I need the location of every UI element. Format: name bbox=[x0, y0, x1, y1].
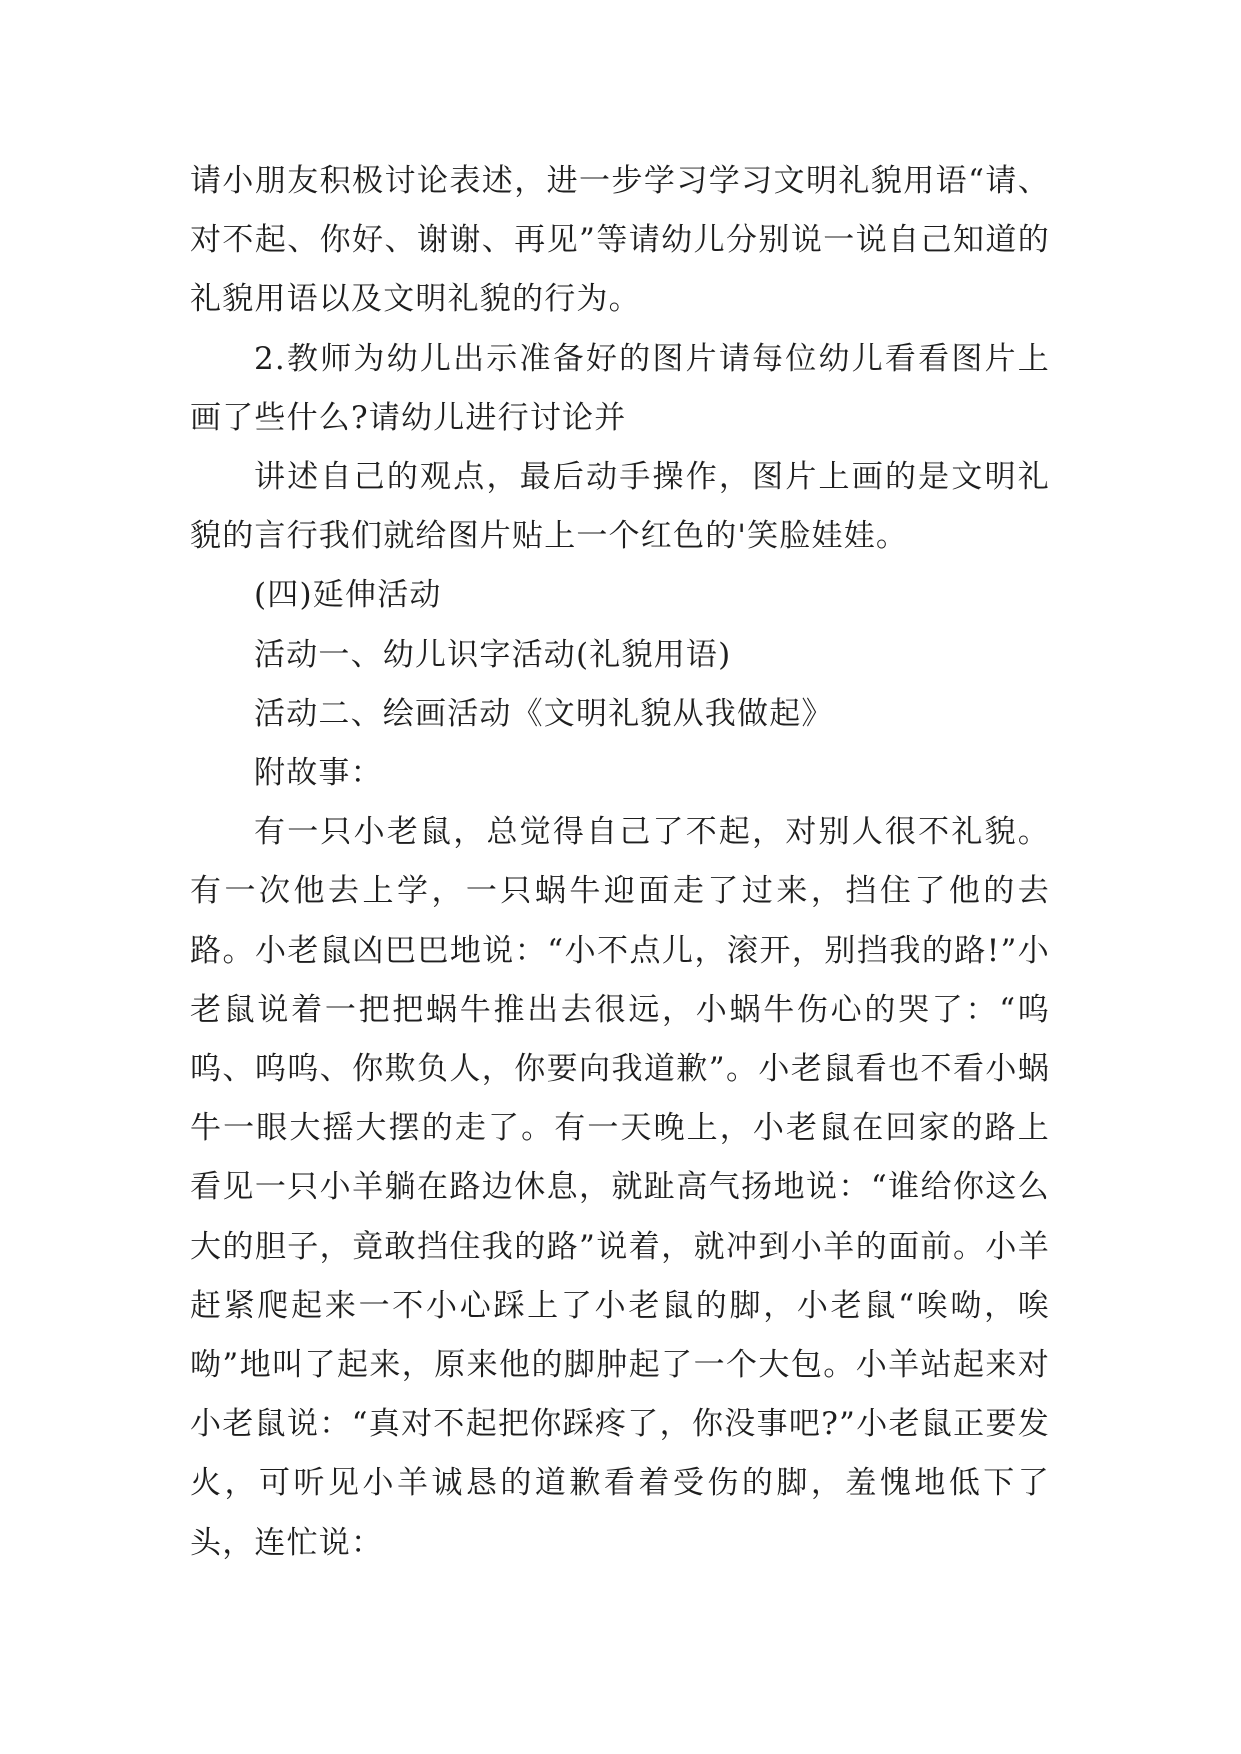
heading-appended-story: 附故事： bbox=[254, 755, 383, 792]
paragraph-picture-activity: 2.教师为幼儿出示准备好的图片请每位幼儿看看图片上画了些什么?请幼儿进行讨论并 bbox=[190, 340, 1050, 436]
document-body bbox=[190, 152, 1050, 1573]
paragraph-story: 有一只小老鼠，总觉得自己了不起，对别人很不礼貌。有一次他去上学，一只蜗牛迎面走了过来，挡住了他的去路。小老鼠凶巴巴地说：“小不点儿，滚开，别挡我的路!”小老鼠说着一把把蜗牛推出去很远，小蜗牛伤心的哭了：“呜呜、呜呜、你欺负人，你要向我道歉”。小老鼠看也不看小蜗牛一眼大摇大摆的走了。有一天晚上，小老鼠在回家的路上看见一只小羊躺在路边休息，就趾高气扬地说：“谁给你这么大的胆子，竟敢挡住我的路”说着，就冲到小羊的面前。小羊赶紧爬起来一不小心踩上了小老鼠的脚，小老鼠“唉呦，唉呦”地叫了起来，原来他的脚肿起了一个大包。小羊站起来对小老鼠说：“真对不起把你踩疼了，你没事吧?”小老鼠正要发火，可听见小羊诚恳的道歉看着受伤的脚，羞愧地低下了头，连忙说： bbox=[190, 814, 1050, 1561]
paragraph-smiley-sticker: 讲述自己的观点，最后动手操作，图片上画的是文明礼貌的言行我们就给图片贴上一个红色的'笑脸娃娃。 bbox=[190, 459, 1050, 555]
paragraph-activity-two: 活动二、绘画活动《文明礼貌从我做起》 bbox=[254, 695, 834, 732]
paragraph-activity-one: 活动一、幼儿识字活动(礼貌用语) bbox=[254, 636, 732, 673]
paragraph-civility-discussion: 请小朋友积极讨论表述，进一步学习学习文明礼貌用语“请、对不起、你好、谢谢、再见”等请幼儿分别说一说自己知道的礼貌用语以及文明礼貌的行为。 bbox=[190, 163, 1050, 318]
heading-extension-activity: (四)延伸活动 bbox=[254, 577, 442, 614]
